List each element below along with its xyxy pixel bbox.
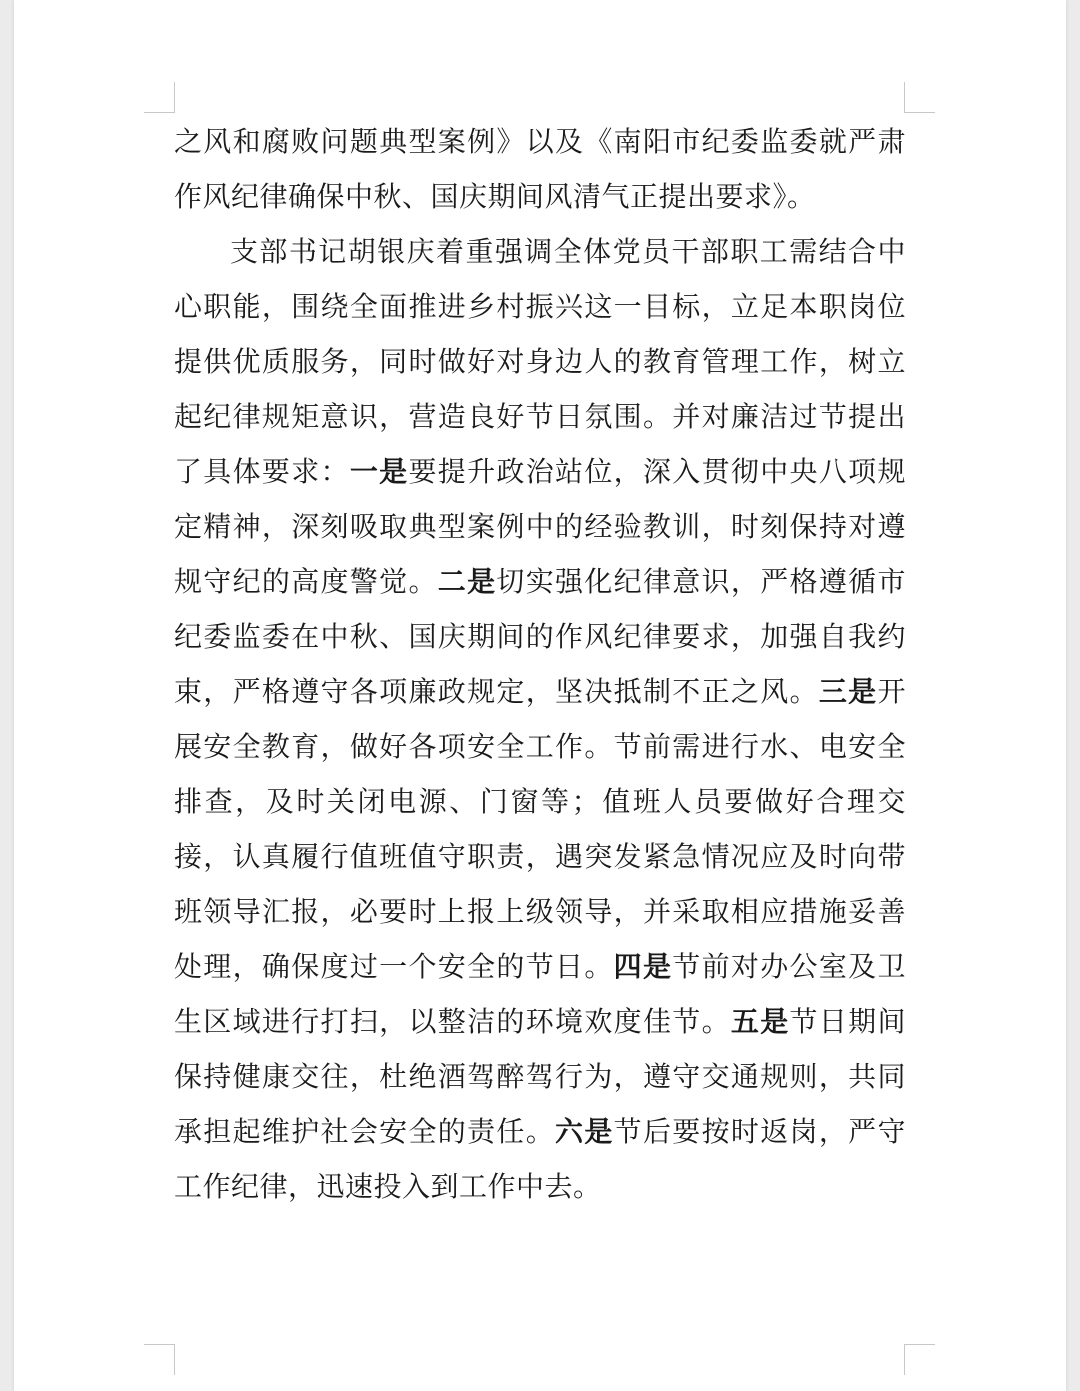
margin-mark-top-left bbox=[144, 82, 175, 113]
paragraph-intro: 支部书记胡银庆着重强调全体党员干部职工需结合中心职能，围绕全面推进乡村振兴这一目标，立足本职岗位提供优质服务，同时做好对身边人的教育管理工作，树立起纪律规矩意识，营造良好节日氛围。并对廉洁过节提出了具体要求： bbox=[174, 235, 906, 488]
item-text-6: 节后要按时返岗，严守工作纪律，迅速投入到工作中去。 bbox=[174, 1115, 906, 1203]
paragraph-continued: 之风和腐败问题典型案例》以及《南阳市纪委监委就严肃作风纪律确保中秋、国庆期间风清气正提出要求》。 bbox=[174, 125, 906, 213]
margin-mark-bottom-right bbox=[904, 1344, 935, 1375]
item-label-1: 一是 bbox=[349, 455, 409, 488]
document-body bbox=[174, 114, 906, 1214]
item-label-2: 二是 bbox=[437, 565, 497, 598]
item-label-4: 四是 bbox=[613, 950, 673, 983]
item-text-3: 开展安全教育，做好各项安全工作。节前需进行水、电安全排查，及时关闭电源、门窗等；值班人员要做好合理交接，认真履行值班值守职责，遇突发紧急情况应及时向带班领导汇报，必要时上报上级领导，并采取相应措施妥善处理，确保度过一个安全的节日。 bbox=[174, 675, 906, 983]
item-label-5: 五是 bbox=[730, 1005, 790, 1038]
item-text-4: 节前对办公室及卫生区域进行打扫，以整洁的环境欢度佳节。 bbox=[174, 950, 906, 1038]
item-text-2: 切实强化纪律意识，严格遵循市纪委监委在中秋、国庆期间的作风纪律要求，加强自我约束，严格遵守各项廉政规定，坚决抵制不正之风。 bbox=[174, 565, 906, 708]
item-label-3: 三是 bbox=[818, 675, 878, 708]
item-label-6: 六是 bbox=[555, 1115, 614, 1148]
margin-mark-bottom-left bbox=[144, 1344, 175, 1375]
paragraph-requirements bbox=[174, 224, 906, 1214]
document-page bbox=[14, 0, 1066, 1391]
item-text-5: 节日期间保持健康交往，杜绝酒驾醉驾行为，遵守交通规则，共同承担起维护社会安全的责任。 bbox=[174, 1005, 906, 1148]
item-text-1: 要提升政治站位，深入贯彻中央八项规定精神，深刻吸取典型案例中的经验教训，时刻保持对遵规守纪的高度警觉。 bbox=[174, 455, 906, 598]
margin-mark-top-right bbox=[904, 82, 935, 113]
